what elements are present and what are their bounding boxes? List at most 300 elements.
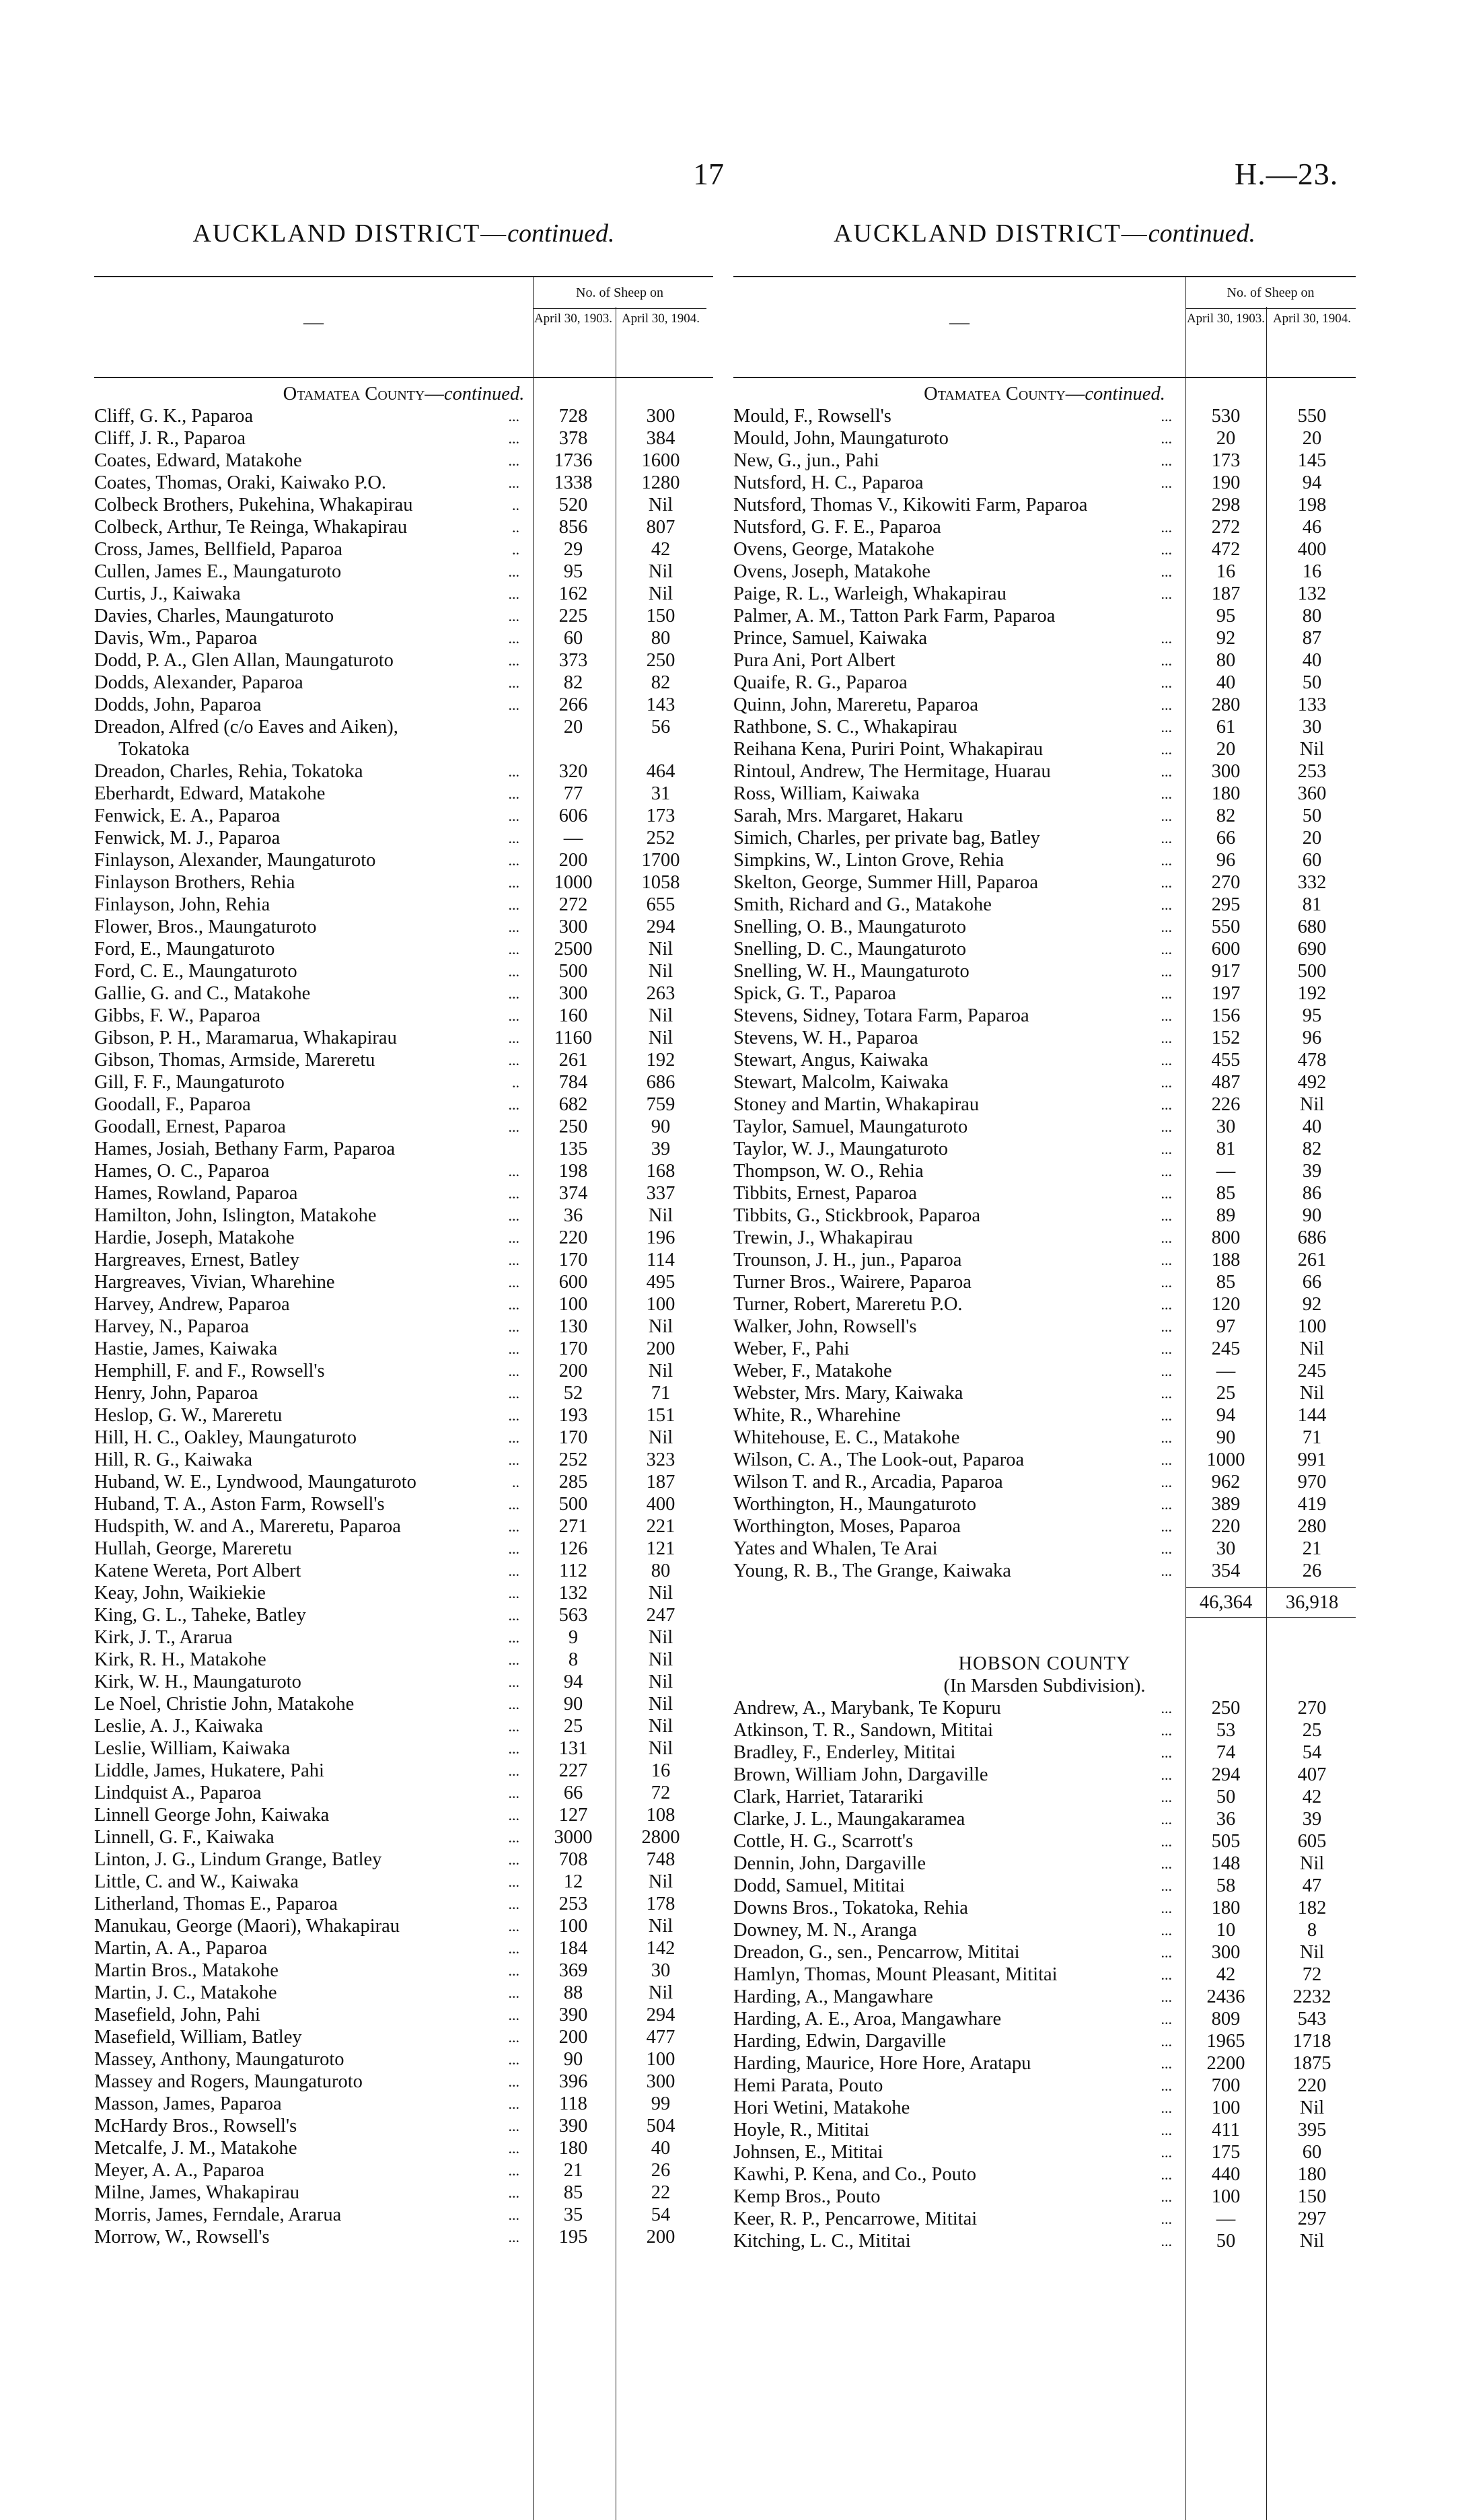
count-1904: Nil xyxy=(648,1716,673,1737)
count-1903: 100 xyxy=(1211,2097,1241,2118)
leader-dots: ... xyxy=(508,1673,519,1690)
count-1903: 440 xyxy=(1211,2164,1241,2185)
count-1903: 700 xyxy=(1211,2075,1241,2096)
table-row xyxy=(94,2226,713,2248)
table-row xyxy=(733,1515,1356,1538)
entry-name: Walker, John, Rowsell's xyxy=(733,1316,917,1337)
entry-name: Quaife, R. G., Paparoa xyxy=(733,672,908,693)
leader-dots: ... xyxy=(1161,1141,1172,1157)
leader-dots: ... xyxy=(1161,1562,1172,1579)
entry-name: Worthington, Moses, Paparoa xyxy=(733,1516,961,1537)
entry-name: Harding, A. E., Aroa, Mangawhare xyxy=(733,2009,1002,2029)
count-1903: 162 xyxy=(558,583,588,604)
count-1903: 682 xyxy=(558,1094,588,1115)
count-1904: Nil xyxy=(648,561,673,582)
entry-name: Kirk, R. H., Matakohe xyxy=(94,1649,266,1670)
count-1903: 170 xyxy=(558,1338,588,1359)
table-row xyxy=(94,1227,713,1249)
entry-name: Martin, A. A., Paparoa xyxy=(94,1938,268,1959)
count-1903: 148 xyxy=(1211,1853,1241,1874)
leader-dots: ... xyxy=(508,763,519,780)
entry-name: Weber, F., Matakohe xyxy=(733,1361,892,1381)
header-col-1903: April 30, 1903. xyxy=(1186,312,1266,326)
count-1904: 500 xyxy=(1297,961,1327,982)
count-1904: Nil xyxy=(1299,1094,1325,1115)
count-1903: 600 xyxy=(1211,939,1241,960)
count-1903: 100 xyxy=(558,1294,588,1315)
count-1904: 192 xyxy=(646,1050,675,1071)
entry-name: Harding, Edwin, Dargaville xyxy=(733,2031,947,2052)
count-1904: 323 xyxy=(646,1449,675,1470)
count-1903: 20 xyxy=(563,717,583,737)
count-1904: 30 xyxy=(651,1960,671,1981)
count-1904: 66 xyxy=(1302,1272,1322,1293)
table-row xyxy=(94,2093,713,2115)
entry-name: Milne, James, Whakapirau xyxy=(94,2182,299,2203)
table-row xyxy=(733,1427,1356,1449)
table-row xyxy=(94,1160,713,1182)
leader-dots: ... xyxy=(1161,1052,1172,1069)
table-row xyxy=(733,2119,1356,2141)
count-1904: 182 xyxy=(1297,1898,1327,1918)
table-row xyxy=(94,1782,713,1804)
table-row xyxy=(94,1116,713,1138)
entry-name: Hargreaves, Ernest, Batley xyxy=(94,1250,299,1270)
count-1904: 100 xyxy=(646,1294,675,1315)
count-1904: 72 xyxy=(651,1783,671,1803)
leader-dots: ... xyxy=(508,896,519,913)
leader-dots: ... xyxy=(1161,1766,1172,1783)
table-row xyxy=(733,605,1356,627)
entry-name: Fenwick, E. A., Paparoa xyxy=(94,805,281,826)
entry-name: Gibson, P. H., Maramarua, Whakapirau xyxy=(94,1028,397,1048)
count-1904: 1700 xyxy=(641,850,680,871)
entry-name: New, G., jun., Pahi xyxy=(733,450,879,471)
entry-name: Brown, William John, Dargaville xyxy=(733,1764,988,1785)
count-1903: 120 xyxy=(1211,1294,1241,1315)
table-row xyxy=(94,938,713,960)
leader-dots: ... xyxy=(1161,2188,1172,2205)
leader-dots: ... xyxy=(1161,696,1172,713)
table-row xyxy=(94,1915,713,1937)
table-row xyxy=(94,494,713,516)
entry-name: Cullen, James E., Maungaturoto xyxy=(94,561,342,582)
count-1904: 252 xyxy=(646,828,675,849)
leader-dots: ... xyxy=(508,1585,519,1601)
count-1904: 173 xyxy=(646,805,675,826)
count-1904: Nil xyxy=(648,1916,673,1937)
count-1903: 81 xyxy=(1216,1139,1236,1159)
section-subheading: (In Marsden Subdivision). xyxy=(943,1676,1146,1696)
leader-dots: ... xyxy=(1161,652,1172,669)
entry-name: Tibbits, G., Stickbrook, Paparoa xyxy=(733,1205,981,1226)
count-1904: Nil xyxy=(1299,739,1325,760)
entry-name: Simich, Charles, per private bag, Batley xyxy=(733,828,1040,849)
table-row xyxy=(94,1204,713,1227)
entry-name: Dodd, P. A., Glen Allan, Maungaturoto xyxy=(94,650,394,671)
count-1904: 464 xyxy=(646,761,675,782)
entry-name: Stewart, Malcolm, Kaiwaka xyxy=(733,1072,949,1093)
table-row xyxy=(94,1804,713,1826)
leader-dots: ... xyxy=(1161,785,1172,802)
count-1904: 39 xyxy=(651,1139,671,1159)
count-1904: 20 xyxy=(1302,828,1322,849)
entry-name: Atkinson, T. R., Sandown, Mititai xyxy=(733,1720,994,1741)
entry-name: Harding, Maurice, Hore Hore, Aratapu xyxy=(733,2053,1031,2074)
count-1904: 25 xyxy=(1302,1720,1322,1741)
table-row xyxy=(733,805,1356,827)
leader-dots: ... xyxy=(508,474,519,491)
count-1903: 708 xyxy=(558,1849,588,1870)
total-row xyxy=(733,1591,1356,1614)
count-1904: 360 xyxy=(1297,783,1327,804)
count-1903: 170 xyxy=(558,1427,588,1448)
count-1904: 495 xyxy=(646,1272,675,1293)
leader-dots: ... xyxy=(1161,2077,1172,2094)
table-row xyxy=(94,1515,713,1538)
table-row xyxy=(733,1293,1356,1316)
entry-name: Massey, Anthony, Maungaturoto xyxy=(94,2049,344,2070)
count-1904: 294 xyxy=(646,916,675,937)
leader-dots: ... xyxy=(1161,430,1172,447)
table-row xyxy=(733,1875,1356,1897)
count-1904: 20 xyxy=(1302,428,1322,449)
leader-dots: ... xyxy=(508,696,519,713)
table-row xyxy=(733,1093,1356,1116)
count-1904: 263 xyxy=(646,983,675,1004)
header-group-label: No. of Sheep on xyxy=(1185,277,1356,309)
count-1903: 180 xyxy=(558,2138,588,2159)
count-1903: — xyxy=(1216,2208,1236,2229)
leader-dots: ... xyxy=(508,1407,519,1424)
count-1904: 40 xyxy=(1302,1116,1322,1137)
table-row xyxy=(733,1852,1356,1875)
leader-dots: ... xyxy=(508,1762,519,1779)
count-1904: 477 xyxy=(646,2027,675,2048)
leader-dots: ... xyxy=(508,2051,519,2068)
table-row xyxy=(733,2030,1356,2052)
count-1903: 173 xyxy=(1211,450,1241,471)
entry-name: Palmer, A. M., Tatton Park Farm, Paparoa xyxy=(733,606,1056,626)
table-row xyxy=(94,1249,713,1271)
leader-dots: ... xyxy=(508,1984,519,2001)
table-row xyxy=(733,760,1356,783)
leader-dots: ... xyxy=(1161,1833,1172,1850)
count-1904: 56 xyxy=(651,717,671,737)
count-1903: 156 xyxy=(1211,1005,1241,1026)
table-row xyxy=(94,982,713,1005)
count-1904: 300 xyxy=(646,2071,675,2092)
table-row xyxy=(733,1249,1356,1271)
leader-dots: ... xyxy=(508,1896,519,1912)
table-row xyxy=(94,1959,713,1982)
count-1903: 261 xyxy=(558,1050,588,1071)
entry-name: Hamlyn, Thomas, Mount Pleasant, Mititai xyxy=(733,1964,1058,1985)
count-1903: 50 xyxy=(1216,1787,1236,1807)
table-row xyxy=(94,1715,713,1737)
leader-dots: ... xyxy=(508,941,519,958)
table-row xyxy=(94,871,713,894)
count-1904: 294 xyxy=(646,2005,675,2025)
count-1904: 150 xyxy=(1297,2186,1327,2207)
count-1903: 198 xyxy=(558,1161,588,1182)
table-row xyxy=(94,672,713,694)
leader-dots: ... xyxy=(508,1696,519,1713)
entry-name: Ford, C. E., Maungaturoto xyxy=(94,961,297,982)
leader-dots: ... xyxy=(1161,2055,1172,2072)
table-row xyxy=(733,516,1356,538)
entry-name: Hullah, George, Mareretu xyxy=(94,1538,292,1559)
leader-dots: ... xyxy=(508,1207,519,1224)
count-1904: 16 xyxy=(651,1760,671,1781)
table-row xyxy=(733,1538,1356,1560)
table-row xyxy=(94,1826,713,1848)
table-row xyxy=(94,538,713,561)
entry-name: Gill, F. F., Maungaturoto xyxy=(94,1072,285,1093)
count-1903: 320 xyxy=(558,761,588,782)
count-1904: 970 xyxy=(1297,1472,1327,1492)
leader-dots: ... xyxy=(508,1340,519,1357)
entry-name: Harvey, Andrew, Paparoa xyxy=(94,1294,290,1315)
table-row xyxy=(733,1204,1356,1227)
count-1904: Nil xyxy=(648,1316,673,1337)
count-1903: 30 xyxy=(1216,1538,1236,1559)
leader-dots: ... xyxy=(508,408,519,425)
count-1903: 30 xyxy=(1216,1116,1236,1137)
leader-dots: ... xyxy=(508,2162,519,2179)
table-row xyxy=(94,738,713,760)
count-1903: 175 xyxy=(1211,2142,1241,2163)
column-divider xyxy=(1185,276,1186,2520)
page-number: 17 xyxy=(693,157,724,191)
total-1903: 46,364 xyxy=(1199,1592,1253,1613)
table-row xyxy=(733,938,1356,960)
leader-dots: ... xyxy=(508,674,519,691)
entry-name: Quinn, John, Mareretu, Paparoa xyxy=(733,694,979,715)
table-row xyxy=(733,1719,1356,1741)
entry-name: Goodall, F., Paparoa xyxy=(94,1094,251,1115)
table-row xyxy=(94,516,713,538)
count-1903: 50 xyxy=(1216,2231,1236,2252)
entry-name: Dreadon, Charles, Rehia, Tokatoka xyxy=(94,761,363,782)
count-1904: 221 xyxy=(646,1516,675,1537)
leader-dots: .. xyxy=(512,1074,519,1091)
leader-dots: ... xyxy=(1161,719,1172,735)
entry-name: Rintoul, Andrew, The Hermitage, Huarau xyxy=(733,761,1051,782)
leader-dots: ... xyxy=(1161,741,1172,758)
count-1903: 220 xyxy=(558,1227,588,1248)
leader-dots: ... xyxy=(1161,1252,1172,1268)
table-row xyxy=(94,1493,713,1515)
leader-dots: ... xyxy=(1161,1877,1172,1894)
leader-dots: ... xyxy=(1161,1789,1172,1805)
table-row xyxy=(733,2163,1356,2186)
leader-dots: ... xyxy=(508,1185,519,1202)
leader-dots: ... xyxy=(1161,630,1172,647)
leader-dots: ... xyxy=(1161,1966,1172,1983)
count-1903: 266 xyxy=(558,694,588,715)
count-1904: Nil xyxy=(648,939,673,960)
count-1903: 66 xyxy=(1216,828,1236,849)
count-1904: 686 xyxy=(1297,1227,1327,1248)
entry-name: Kirk, J. T., Ararua xyxy=(94,1627,233,1648)
count-1904: 30 xyxy=(1302,717,1322,737)
count-1903: 378 xyxy=(558,428,588,449)
table-row xyxy=(94,2137,713,2159)
entry-name: Stoney and Martin, Whakapirau xyxy=(733,1094,980,1115)
count-1904: 196 xyxy=(646,1227,675,1248)
count-1903: 1000 xyxy=(1206,1449,1245,1470)
count-1904: Nil xyxy=(648,961,673,982)
entry-name: Martin Bros., Matakohe xyxy=(94,1960,279,1981)
leader-dots: ... xyxy=(1161,1407,1172,1424)
count-1903: 89 xyxy=(1216,1205,1236,1226)
count-1903: 784 xyxy=(558,1072,588,1093)
table-row xyxy=(94,1871,713,1893)
leader-dots: ... xyxy=(508,2095,519,2112)
count-1903: 245 xyxy=(1211,1338,1241,1359)
leader-dots: ... xyxy=(508,1007,519,1024)
leader-dots: ... xyxy=(1161,1096,1172,1113)
count-1903: 85 xyxy=(563,2182,583,2203)
entry-name: Gallie, G. and C., Matakohe xyxy=(94,983,311,1004)
count-1903: 300 xyxy=(558,916,588,937)
header-dash: — xyxy=(949,311,970,333)
count-1903: 16 xyxy=(1216,561,1236,582)
count-1904: 71 xyxy=(1302,1427,1322,1448)
table-row xyxy=(733,1027,1356,1049)
count-1903: 193 xyxy=(558,1405,588,1426)
count-1903: 80 xyxy=(1216,650,1236,671)
leader-dots: ... xyxy=(508,1785,519,1801)
count-1903: 1965 xyxy=(1206,2031,1245,2052)
table-row xyxy=(733,1071,1356,1093)
table-row xyxy=(733,2052,1356,2075)
count-1904: 2800 xyxy=(641,1827,680,1848)
entry-name: Finlayson Brothers, Rehia xyxy=(94,872,295,893)
table-row xyxy=(733,2075,1356,2097)
table-row xyxy=(94,1471,713,1493)
table-header xyxy=(94,276,713,378)
table-row xyxy=(94,427,713,449)
table-row xyxy=(94,716,713,738)
count-1904: Nil xyxy=(648,1028,673,1048)
table-row xyxy=(94,449,713,472)
table-row xyxy=(733,738,1356,760)
count-1904: 42 xyxy=(651,539,671,560)
entry-name: Eberhardt, Edward, Matakohe xyxy=(94,783,326,804)
count-1904: 280 xyxy=(1297,1516,1327,1537)
table-row xyxy=(733,1764,1356,1786)
leader-dots: ... xyxy=(508,1229,519,1246)
count-1903: 180 xyxy=(1211,783,1241,804)
leader-dots: ... xyxy=(508,2184,519,2201)
entry-name: Hoyle, R., Mititai xyxy=(733,2120,869,2140)
table-row xyxy=(94,760,713,783)
entry-name: Ovens, Joseph, Matakohe xyxy=(733,561,930,582)
count-1904: 144 xyxy=(1297,1405,1327,1426)
leader-dots: ... xyxy=(1161,2099,1172,2116)
count-1904: 270 xyxy=(1297,1698,1327,1719)
count-1904: 150 xyxy=(646,606,675,626)
count-1904: 2232 xyxy=(1292,1986,1331,2007)
count-1904: 690 xyxy=(1297,939,1327,960)
entry-name: Keay, John, Waikiekie xyxy=(94,1583,266,1604)
leader-dots: ... xyxy=(1161,852,1172,869)
count-1904: 99 xyxy=(651,2093,671,2114)
leader-dots: ... xyxy=(508,608,519,624)
count-1903: 95 xyxy=(1216,606,1236,626)
leader-dots: ... xyxy=(1161,1296,1172,1313)
entry-name: Hames, Rowland, Paparoa xyxy=(94,1183,298,1204)
entry-name: Skelton, George, Summer Hill, Paparoa xyxy=(733,872,1039,893)
count-1904: 60 xyxy=(1302,2142,1322,2163)
leader-dots: ... xyxy=(1161,1385,1172,1402)
entry-name: Martin, J. C., Matakohe xyxy=(94,1982,277,2003)
leader-dots: ... xyxy=(1161,2233,1172,2249)
leader-dots: ... xyxy=(1161,919,1172,935)
leader-dots: ... xyxy=(1161,585,1172,602)
entry-name: Lindquist A., Paparoa xyxy=(94,1783,262,1803)
count-1904: Nil xyxy=(648,1583,673,1604)
leader-dots: ... xyxy=(508,1274,519,1291)
leader-dots: ... xyxy=(1161,1163,1172,1180)
table-row xyxy=(94,1937,713,1959)
leader-dots: ... xyxy=(1161,1185,1172,1202)
table-row xyxy=(733,1382,1356,1404)
count-1903: — xyxy=(1216,1361,1236,1381)
count-1903: 184 xyxy=(558,1938,588,1959)
count-1903: 856 xyxy=(558,517,588,538)
table-row xyxy=(733,982,1356,1005)
entry-name: Gibson, Thomas, Armside, Mareretu xyxy=(94,1050,375,1071)
entry-name: Fenwick, M. J., Paparoa xyxy=(94,828,281,849)
entry-name: Mould, F., Rowsell's xyxy=(733,406,891,427)
leader-dots: ... xyxy=(1161,1474,1172,1490)
entry-name: Heslop, G. W., Mareretu xyxy=(94,1405,283,1426)
table-row xyxy=(94,1582,713,1604)
count-1904: Nil xyxy=(648,1427,673,1448)
count-1904: 168 xyxy=(646,1161,675,1182)
count-1903: 60 xyxy=(563,628,583,649)
count-1904: 46 xyxy=(1302,517,1322,538)
count-1903: 82 xyxy=(563,672,583,693)
entry-name: Sarah, Mrs. Margaret, Hakaru xyxy=(733,805,963,826)
table-row xyxy=(94,2048,713,2071)
count-1904: 400 xyxy=(646,1494,675,1515)
table-row xyxy=(733,1227,1356,1249)
table-row xyxy=(733,1471,1356,1493)
entry-name: Keer, R. P., Pencarrowe, Mititai xyxy=(733,2208,978,2229)
table-row xyxy=(733,1404,1356,1427)
count-1903: 85 xyxy=(1216,1272,1236,1293)
table-row xyxy=(733,1049,1356,1071)
table-row xyxy=(733,449,1356,472)
count-1903: 606 xyxy=(558,805,588,826)
count-1904: 748 xyxy=(646,1849,675,1870)
count-1904: Nil xyxy=(648,495,673,515)
leader-dots: ... xyxy=(1161,1030,1172,1046)
entry-name: Leslie, William, Kaiwaka xyxy=(94,1738,291,1759)
count-1904: Nil xyxy=(1299,2231,1325,2252)
table-row xyxy=(94,649,713,672)
entry-name: Dreadon, G., sen., Pencarrow, Mititai xyxy=(733,1942,1020,1963)
count-1904: 680 xyxy=(1297,916,1327,937)
count-1904: Nil xyxy=(648,1627,673,1648)
table-row xyxy=(94,1649,713,1671)
table-row xyxy=(94,894,713,916)
leader-dots: ... xyxy=(1161,941,1172,958)
